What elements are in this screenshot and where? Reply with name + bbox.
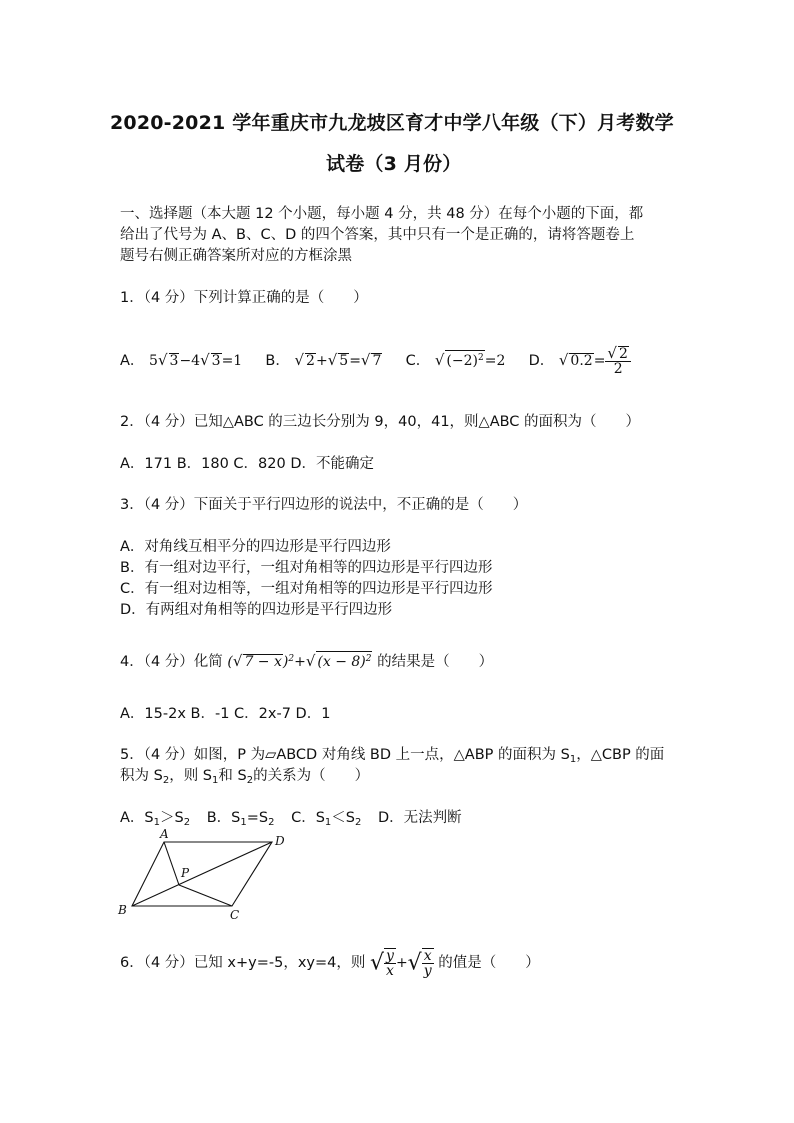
question-3-stem: 3．（4 分）下面关于平行四边形的说法中，不正确的是（ ） bbox=[120, 497, 528, 513]
q1-option-a-expr: 5√ 3−4√ 3=1 bbox=[149, 351, 243, 369]
q5-sub-4: 2 bbox=[246, 775, 254, 786]
question-2-options: A．171 B．180 C．820 D．不能确定 bbox=[120, 456, 375, 472]
q1-a-op: −4 bbox=[179, 353, 201, 369]
q1-option-d-expr: √ 0.2= $\frac{√ 2}{2}$ bbox=[559, 353, 631, 369]
q1-option-a-label: A． bbox=[120, 353, 145, 369]
question-3-option-b: B．有一组对边平行，一组对角相等的四边形是平行四边形 bbox=[120, 560, 493, 576]
question-4-stem bbox=[120, 650, 493, 671]
q1-option-c-expr: √ $(-2)^2=2$ bbox=[434, 351, 506, 369]
q6-f1-numerator: y bbox=[386, 948, 394, 964]
point-label-p: P bbox=[181, 866, 190, 880]
q5-stem-text-3: 积为 S bbox=[120, 768, 163, 784]
q6-f2-denominator: y bbox=[423, 963, 432, 979]
q5-option-b: B．$S_1=S_2$ bbox=[206, 810, 275, 828]
diagonal-bd bbox=[132, 842, 272, 906]
title-line-2: 试卷（3 月份） bbox=[326, 153, 462, 175]
q4-exponent-1: 2 bbox=[288, 654, 295, 664]
q1-d-numerator: 2 bbox=[618, 346, 628, 362]
q1-c-exponent: 2 bbox=[477, 353, 484, 363]
question-3-option-c: C．有一组对边相等，一组对角相等的四边形是平行四边形 bbox=[120, 581, 493, 597]
q1-a-result: =1 bbox=[221, 353, 243, 369]
section-instruction-line-3: 题号右侧正确答案所对应的方框涂黑 bbox=[120, 248, 352, 264]
question-2-stem: 2．（4 分）已知△ABC 的三边长分别为 9，40，41，则△ABC 的面积为（ ） bbox=[120, 414, 641, 430]
q5-sub-1: 1 bbox=[569, 754, 577, 765]
q1-b-op: + bbox=[315, 353, 328, 369]
q1-a-radicand-1: 3 bbox=[169, 353, 179, 369]
question-4-options: A．15-2x B．-1 C．2x-7 D．1 bbox=[120, 706, 331, 722]
q4-exponent-2: 2 bbox=[365, 654, 372, 664]
vertex-label-a: A bbox=[160, 828, 169, 841]
q1-a-radicand-2: 3 bbox=[211, 353, 221, 369]
q4-radicand-1: 7 − x bbox=[244, 654, 282, 670]
segment-pc bbox=[179, 885, 232, 906]
q5-sub-3: 1 bbox=[212, 775, 219, 786]
q1-c-result: =2 bbox=[484, 353, 506, 369]
parallelogram-figure bbox=[112, 828, 292, 922]
q1-b-eq: = bbox=[349, 353, 361, 369]
q1-b-radicand-2: 5 bbox=[339, 353, 349, 369]
q6-f1-denominator: x bbox=[386, 963, 394, 979]
q5-stem-text-2: ，△CBP 的面 bbox=[576, 747, 665, 763]
q1-c-radicand: (−2) bbox=[446, 353, 478, 369]
q5-stem-text-4: ，则 S bbox=[169, 768, 213, 784]
vertex-label-c: C bbox=[230, 908, 240, 922]
question-1-stem: 1．（4 分）下列计算正确的是（ ） bbox=[120, 290, 368, 306]
q4-plus: + bbox=[294, 654, 306, 670]
q5-stem-text-1: 5．（4 分）如图，P 为▱ABCD 对角线 BD 上一点，△ABP 的面积为 S bbox=[120, 747, 570, 763]
q4-prefix: 4．（4 分）化简 bbox=[120, 654, 223, 670]
q6-expression: √ $\frac{y}{x}$ +√ $\frac{x}{y}$ bbox=[369, 948, 432, 979]
q5-stem-text-5: 和 S bbox=[218, 768, 247, 784]
q1-a-coef: 5 bbox=[149, 353, 158, 369]
q6-suffix: 的值是（ ） bbox=[438, 955, 540, 971]
q1-option-b-label: B． bbox=[265, 353, 290, 369]
segment-ap bbox=[164, 842, 179, 885]
q1-d-eq: = bbox=[593, 353, 606, 369]
q4-radicand-2: (x − 8) bbox=[317, 654, 366, 670]
q1-b-radicand-1: 2 bbox=[306, 353, 315, 369]
q1-option-c-label: C． bbox=[405, 353, 431, 369]
section-instruction-line-2: 给出了代号为 A、B、C、D 的四个答案，其中只有一个是正确的，请将答题卷上 bbox=[120, 227, 635, 243]
q1-d-denominator: 2 bbox=[613, 361, 623, 377]
q1-option-b-expr: √ 2+√ 5=√ 7 bbox=[294, 351, 382, 369]
question-5-stem-line-1 bbox=[120, 743, 664, 765]
question-3-option-d: D．有两组对角相等的四边形是平行四边形 bbox=[120, 602, 393, 618]
q1-d-radicand: 0.2 bbox=[570, 353, 593, 369]
vertex-label-b: B bbox=[118, 903, 127, 917]
q1-option-d-label: D． bbox=[528, 353, 555, 369]
section-instruction-line-1: 一、选择题（本大题 12 个小题，每小题 4 分，共 48 分）在每个小题的下面，都 bbox=[120, 206, 644, 222]
title-line-1: 2020-2021 学年重庆市九龙坡区育才中学八年级（下）月考数学 bbox=[110, 112, 674, 134]
q5-option-d: D．无法判断 bbox=[378, 810, 462, 826]
q4-suffix: 的结果是（ ） bbox=[377, 654, 494, 670]
q1-d-fraction: $\frac{√ 2}{2}$ bbox=[605, 346, 630, 376]
q6-plus: + bbox=[395, 955, 408, 971]
q5-option-c: C．$S_1<S_2$ bbox=[291, 810, 362, 828]
vertex-label-d: D bbox=[275, 834, 285, 848]
q6-f2-numerator: x bbox=[422, 949, 434, 964]
q4-expression: (√ 7 − x)$^2$+√ $(x - 8)^2$ bbox=[227, 652, 372, 670]
question-5-stem-line-2 bbox=[120, 764, 369, 786]
q1-b-radicand-3: 7 bbox=[372, 353, 382, 369]
question-5-options bbox=[120, 806, 462, 828]
question-6-stem bbox=[120, 948, 540, 978]
q5-stem-text-6: 的关系为（ ） bbox=[253, 768, 370, 784]
q6-prefix: 6．（4 分）已知 x+y=-5，xy=4，则 bbox=[120, 955, 366, 971]
question-1-options bbox=[120, 346, 631, 376]
q5-sub-2: 2 bbox=[162, 775, 170, 786]
question-3-option-a: A．对角线互相平分的四边形是平行四边形 bbox=[120, 539, 391, 555]
q5-option-a: A．$S_1>S_2$ bbox=[120, 810, 191, 828]
